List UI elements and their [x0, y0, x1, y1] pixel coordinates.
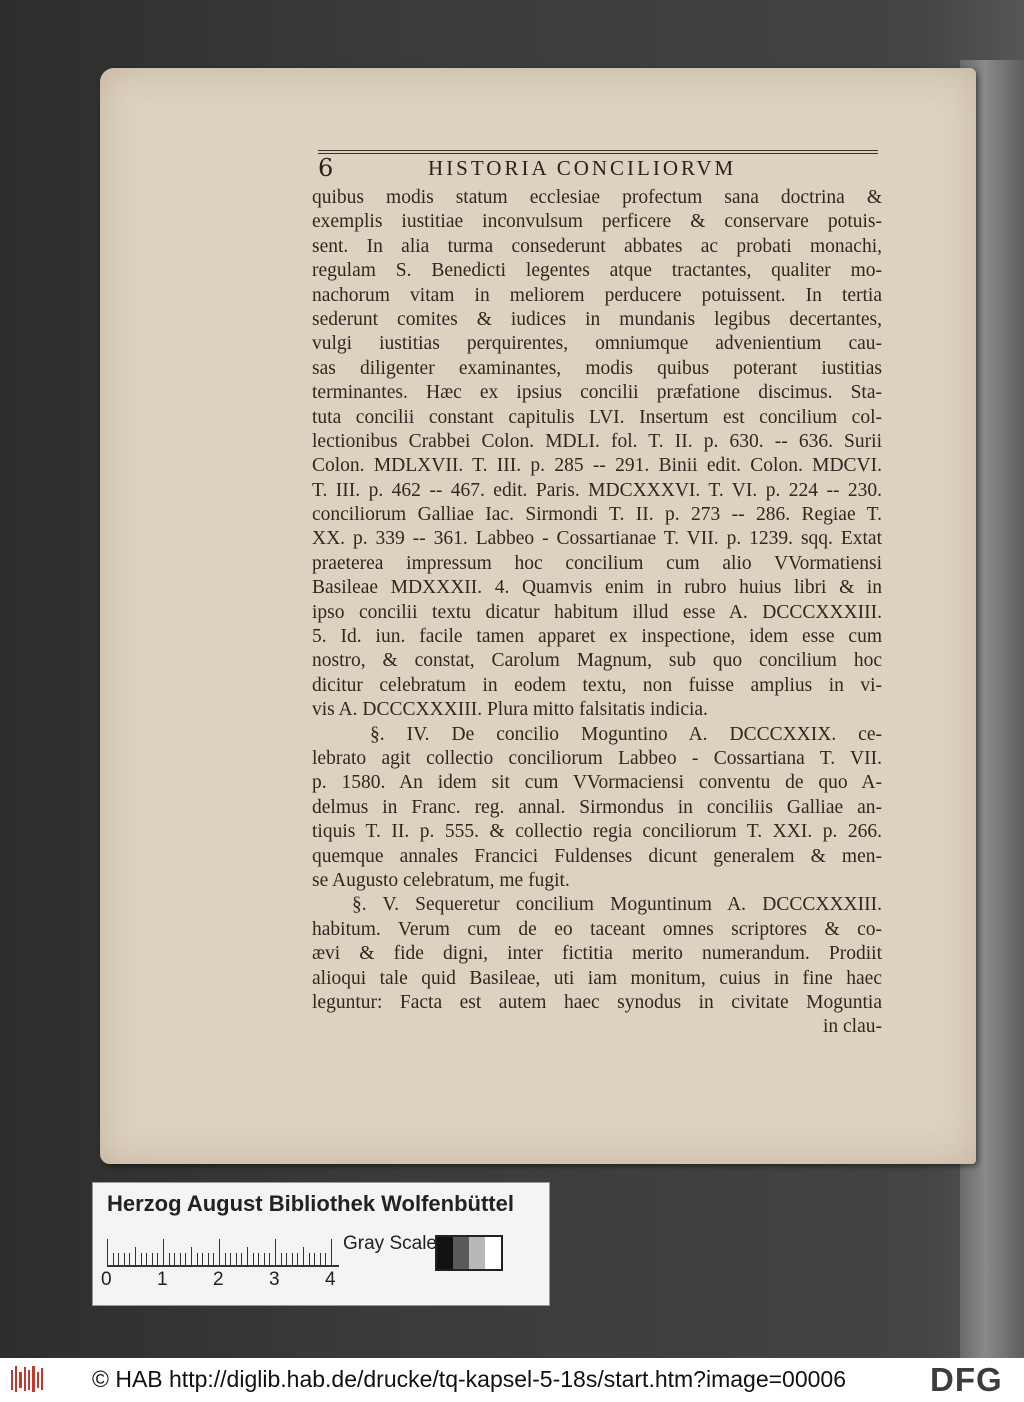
text-line: sent. In alia turma consederunt abbates ac probati monachi,	[312, 235, 882, 257]
text-line: ipso concilii textu dicatur habitum illud esse A. DCCCXXXIII.	[312, 601, 882, 623]
text-line: alioqui tale quid Basileae, uti iam monitum, cuius in fine haec	[312, 967, 882, 989]
ruler-tick	[157, 1253, 158, 1265]
page-number: 6	[318, 154, 334, 182]
ruler-tick	[275, 1239, 276, 1265]
ruler-tick	[202, 1253, 203, 1265]
ruler-tick	[253, 1253, 254, 1265]
running-title: HISTORIA CONCILIORVM	[428, 156, 737, 180]
ruler-tick	[219, 1239, 220, 1265]
ruler-tick	[185, 1253, 186, 1265]
footer-bar	[0, 1358, 1024, 1402]
ruler-tick	[230, 1253, 231, 1265]
ruler-tick	[281, 1253, 282, 1265]
scale-number: 2	[213, 1269, 224, 1290]
ruler-tick	[146, 1253, 147, 1265]
text-line: Basileae MDXXXII. 4. Quamvis enim in rubro huius libri & in	[312, 577, 882, 599]
ruler-tick	[135, 1247, 136, 1265]
ruler-tick	[124, 1253, 125, 1265]
credit-link[interactable]: © HAB http://diglib.hab.de/drucke/tq-kapsel-5-18s/start.htm?image=00006	[92, 1366, 847, 1392]
text-line: vis A. DCCCXXXIII. Plura mitto falsitatis indicia.	[312, 699, 708, 721]
text-line: T. III. p. 462 -- 467. edit. Paris. MDCXXXVI. T. VI. p. 224 -- 230.	[312, 479, 882, 501]
text-line: in clau-	[822, 1016, 882, 1038]
ruler-tick	[325, 1253, 326, 1265]
text-line: lectionibus Crabbei Colon. MDLI. fol. T. II. p. 630. -- 636. Surii	[312, 430, 882, 452]
text-line: praeterea impressum hoc concilium cum alio VVormatiensi	[312, 552, 882, 574]
ruler-tick	[174, 1253, 175, 1265]
ruler-tick	[331, 1239, 332, 1265]
ruler-tick	[320, 1253, 321, 1265]
gray-patch-swatch	[485, 1237, 501, 1269]
text-line: tuta concilii constant capitulis LVI. Insertum est concilium col-	[312, 406, 882, 428]
ruler-tick	[314, 1253, 315, 1265]
text-line: ævi & fide digni, inter fictitia merito numerandum. Prodiit	[312, 943, 882, 965]
text-line: tiquis T. II. p. 555. & collectio regia conciliorum T. XXI. p. 266.	[312, 821, 882, 843]
text-line: sas diligenter examinantes, modis quibus poterant iustitias	[312, 357, 882, 379]
text-line: sederunt comites & iudices in mundanis legibus decertantes,	[312, 308, 882, 330]
text-line: Colon. MDLXVII. T. III. p. 285 -- 291. Binii edit. Colon. MDCVI.	[312, 455, 882, 477]
text-line: delmus in Franc. reg. annal. Sirmondus in conciliis Galliae an-	[312, 796, 882, 818]
gray-scale-label: Gray Scale	[343, 1233, 437, 1254]
text-line: conciliorum Galliae Iac. Sirmondi T. II. p. 273 -- 286. Regiae T.	[312, 504, 882, 526]
gray-patch-swatch	[437, 1237, 453, 1269]
page-header	[318, 150, 878, 186]
text-line: lebrato agit collectio conciliorum Labbeo - Cossartiana T. VII.	[312, 747, 882, 769]
ruler-tick	[303, 1247, 304, 1265]
ruler-tick	[292, 1253, 293, 1265]
ruler-tick	[286, 1253, 287, 1265]
ruler-tick	[309, 1253, 310, 1265]
ruler-tick	[208, 1253, 209, 1265]
ruler-tick	[191, 1247, 192, 1265]
ruler-tick	[152, 1253, 153, 1265]
scale-number: 1	[157, 1269, 168, 1290]
ruler-tick	[180, 1253, 181, 1265]
body-text	[312, 186, 882, 1040]
ruler-tick	[258, 1253, 259, 1265]
color-calibration-strip	[92, 1182, 550, 1306]
ruler-tick	[163, 1239, 164, 1265]
text-line: exemplis iustitiae inconvulsum perficere & conservare potuis-	[312, 211, 882, 233]
ruler-tick	[169, 1253, 170, 1265]
text-line: leguntur: Facta est autem haec synodus in civitate Moguntia	[312, 991, 882, 1013]
text-line: dicitur celebratum in eodem textu, non fuisse amplius in vi-	[312, 674, 882, 696]
text-line: se Augusto celebratum, me fugit.	[312, 869, 570, 891]
gray-patch-swatch	[453, 1237, 469, 1269]
hab-barcode-icon	[10, 1364, 46, 1394]
scale-number: 3	[269, 1269, 280, 1290]
ruler-tick	[269, 1253, 270, 1265]
ruler-tick	[247, 1247, 248, 1265]
text-line: habitum. Verum cum de eo taceant omnes scriptores & co-	[312, 918, 882, 940]
text-line: p. 1580. An idem sit cum VVormaciensi conventu de quo A-	[312, 772, 882, 794]
text-line: 5. Id. iun. facile tamen apparet ex inspectione, idem esse cum	[312, 626, 882, 648]
text-line: XX. p. 339 -- 361. Labbeo - Cossartianae T. VII. p. 1239. sqq. Extat	[312, 528, 882, 550]
gray-scale-patch	[435, 1235, 503, 1271]
ruler-tick	[129, 1253, 130, 1265]
library-name: Herzog August Bibliothek Wolfenbüttel	[107, 1191, 514, 1216]
ruler-tick	[264, 1253, 265, 1265]
ruler-tick	[213, 1253, 214, 1265]
text-line: §. IV. De concilio Moguntino A. DCCCXXIX. ce-	[370, 723, 882, 745]
ruler-tick	[297, 1253, 298, 1265]
text-line: nostro, & constat, Carolum Magnum, sub quo concilium hoc	[312, 650, 882, 672]
scale-number: 0	[101, 1269, 112, 1290]
ruler-tick	[236, 1253, 237, 1265]
gray-patch-swatch	[469, 1237, 485, 1269]
scale-numbers	[101, 1269, 341, 1293]
text-line: nachorum vitam in meliorem perducere potuissent. In tertia	[312, 284, 882, 306]
text-line: terminantes. Hæc ex ipsius concilii præfatione discimus. Sta-	[312, 382, 882, 404]
ruler-tick	[113, 1253, 114, 1265]
ruler-tick	[107, 1239, 108, 1265]
ruler-tick	[225, 1253, 226, 1265]
scale-number: 4	[325, 1269, 336, 1290]
text-line: quemque annales Francici Fuldenses dicunt generalem & men-	[312, 845, 882, 867]
ruler-tick	[241, 1253, 242, 1265]
text-line: quibus modis statum ecclesiae profectum sana doctrina &	[312, 187, 882, 208]
ruler-tick	[118, 1253, 119, 1265]
ruler-tick	[197, 1253, 198, 1265]
text-line: regulam S. Benedicti legentes atque tractantes, qualiter mo-	[312, 260, 882, 282]
text-line: §. V. Sequeretur concilium Moguntinum A. DCCCXXXIII.	[352, 894, 882, 916]
scale-ruler	[107, 1235, 339, 1267]
dfg-logo: DFG	[930, 1361, 1003, 1398]
ruler-tick	[141, 1253, 142, 1265]
text-line: vulgi iustitias perquirentes, omniumque advenientium cau-	[312, 333, 882, 355]
